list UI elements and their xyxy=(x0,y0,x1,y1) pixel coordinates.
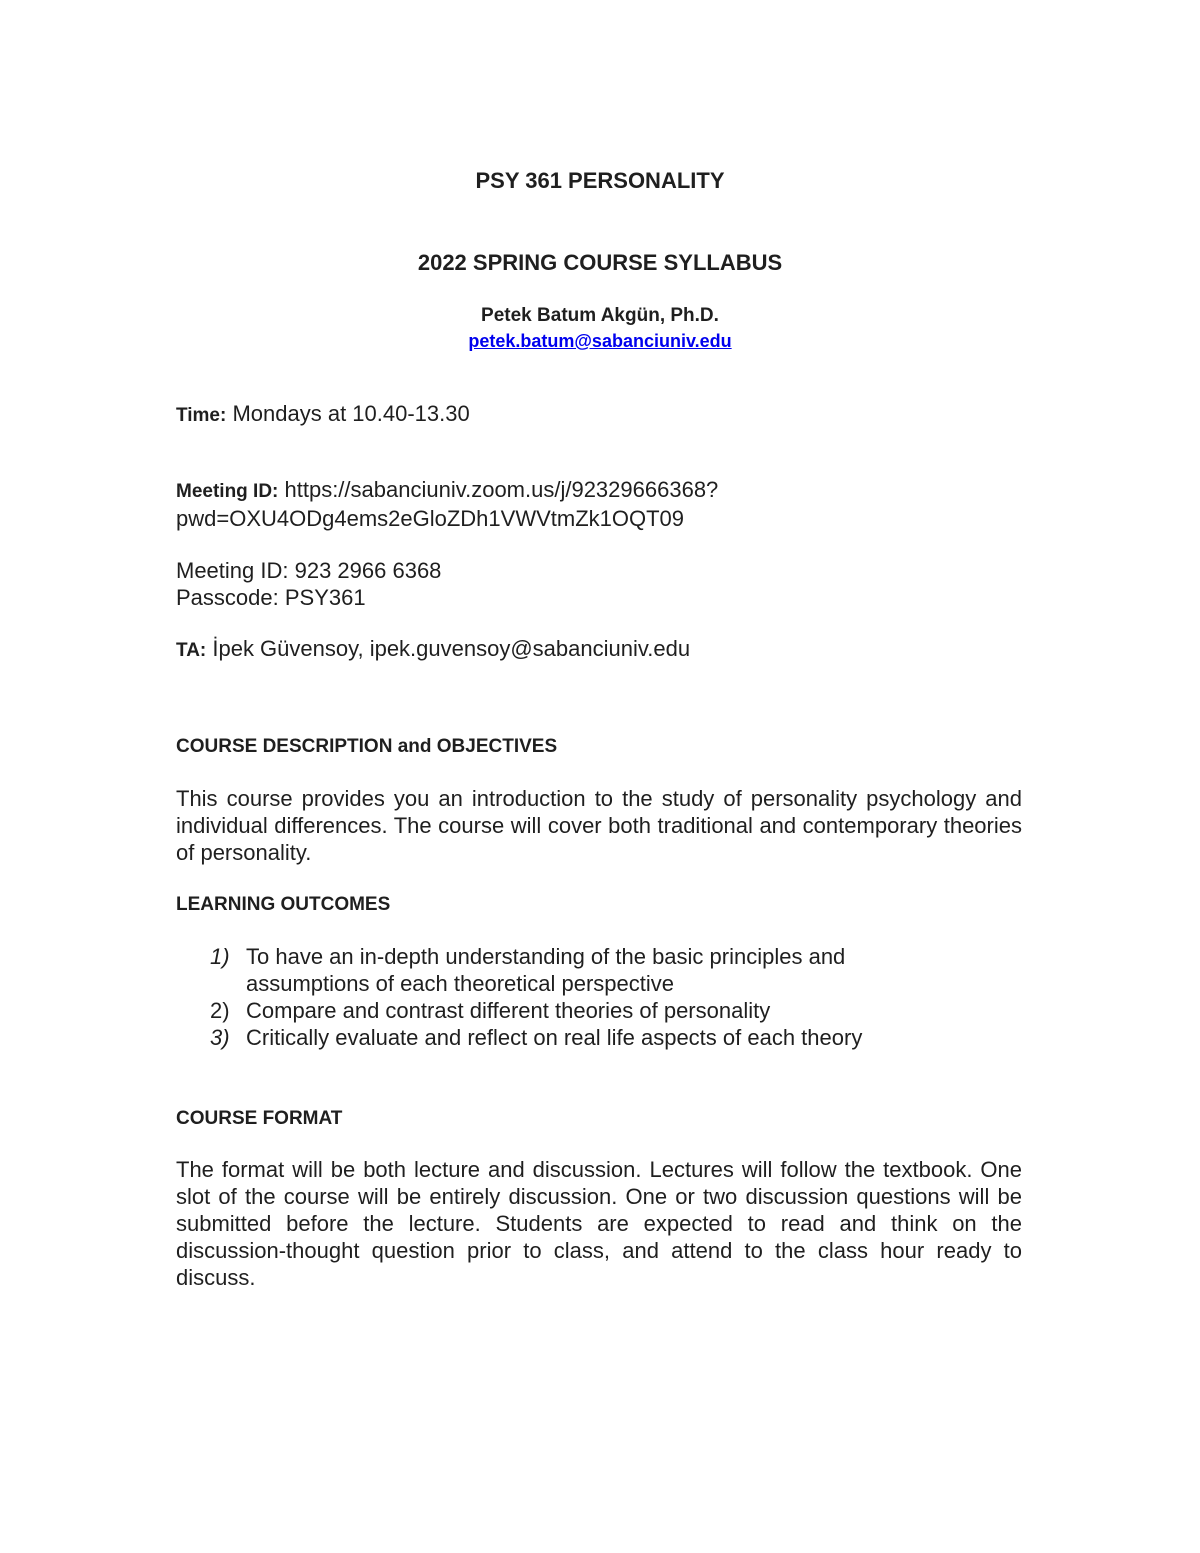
syllabus-subtitle: 2022 SPRING COURSE SYLLABUS xyxy=(417,250,783,275)
outcomes-list xyxy=(210,943,970,1051)
meeting-id-line: Meeting ID: 923 2966 6368 xyxy=(176,558,442,583)
instructor-name: Petek Batum Akgün, Ph.D. xyxy=(481,305,719,326)
list-item-text: Compare and contrast different theories of personality xyxy=(246,998,771,1023)
ta-line xyxy=(176,635,1022,664)
list-item xyxy=(210,1024,970,1051)
list-item xyxy=(210,943,970,997)
format-text: The format will be both lecture and discussion. Lectures will follow the textbook. One slot of the course will be entirely discussion. One or two discussion questions will be submitted before the lecture. Students are expected to read and think on the discussion-thought question prior to class, and attend to the class hour ready to discuss. xyxy=(176,1157,1022,1290)
ta-value: İpek Güvensoy, ipek.guvensoy@sabanciuniv.edu xyxy=(206,636,691,661)
outcomes-heading: LEARNING OUTCOMES xyxy=(176,894,391,915)
list-item-text: To have an in-depth understanding of the basic principles and assumptions of each theoretical perspective xyxy=(246,944,846,996)
instructor-email-text[interactable]: petek.batum@sabanciuniv.edu xyxy=(468,331,732,351)
list-item-text: Critically evaluate and reflect on real life aspects of each theory xyxy=(246,1025,863,1050)
list-item xyxy=(210,997,970,1024)
meeting-credentials xyxy=(176,557,1022,611)
list-item-number: 1) xyxy=(210,944,230,969)
instructor-email-link[interactable] xyxy=(0,331,1200,352)
description-heading: COURSE DESCRIPTION and OBJECTIVES xyxy=(176,736,558,757)
format-heading: COURSE FORMAT xyxy=(176,1108,343,1129)
list-item-number: 2) xyxy=(210,998,230,1023)
meeting-url-part1[interactable]: https://sabanciuniv.zoom.us/j/92329666368? xyxy=(278,477,719,502)
ta-label: TA: xyxy=(176,640,207,661)
list-item-number: 3) xyxy=(210,1025,230,1050)
time-line xyxy=(176,400,1022,429)
meeting-url-part2[interactable]: pwd=OXU4ODg4ems2eGloZDh1VWVtmZk1OQT09 xyxy=(176,506,685,531)
description-text: This course provides you an introduction to the study of personality psychology and individual differences. The course will cover both traditional and contemporary theories of personality. xyxy=(176,786,1022,865)
meeting-label: Meeting ID: xyxy=(176,481,279,502)
meeting-link-block xyxy=(176,476,1022,532)
course-title: PSY 361 PERSONALITY xyxy=(475,168,725,193)
passcode-line: Passcode: PSY361 xyxy=(176,585,366,610)
time-value: Mondays at 10.40-13.30 xyxy=(226,401,470,426)
time-label: Time: xyxy=(176,405,227,426)
